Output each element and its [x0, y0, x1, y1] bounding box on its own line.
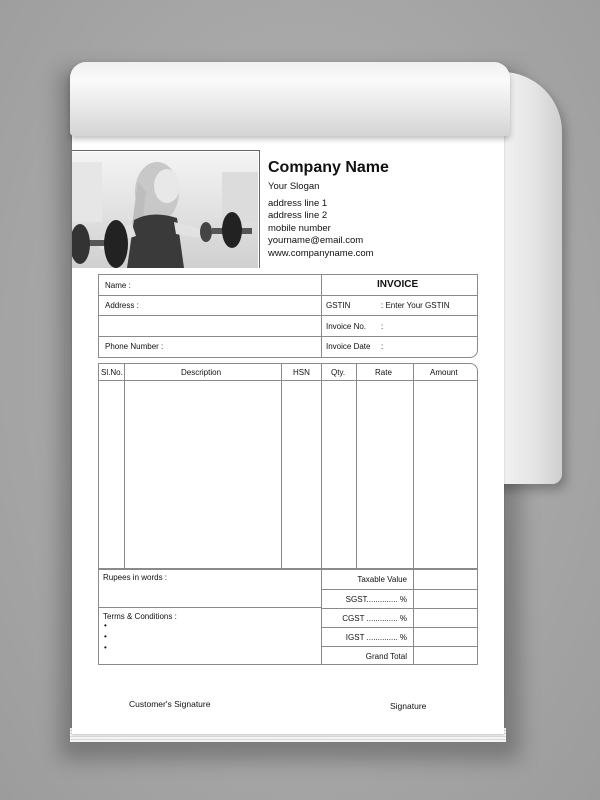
company-email: yourname@email.com — [268, 235, 364, 246]
col-hsn: HSN — [293, 368, 310, 377]
invoice-sheet — [72, 128, 504, 734]
company-mobile: mobile number — [268, 222, 331, 234]
cgst-label: CGST .............. % — [342, 614, 407, 623]
grand-total-label: Grand Total — [365, 652, 407, 661]
address-label: Address : — [105, 301, 139, 310]
signature-label: Signature — [390, 701, 427, 711]
company-website: www.companyname.com — [268, 247, 374, 259]
invoice-date-label: Invoice Date — [326, 342, 371, 351]
photo-frame-top — [72, 150, 260, 151]
company-name: Company Name — [268, 159, 389, 176]
summary-box — [98, 569, 478, 665]
col-description: Description — [181, 368, 222, 377]
terms-bullet-2: • — [104, 632, 107, 641]
invoice-no-value: : — [381, 322, 384, 331]
col-sl-no: Sl.No. — [101, 368, 123, 377]
photo-frame-right — [259, 150, 260, 268]
taxable-value-label: Taxable Value — [357, 575, 407, 584]
invoice-date-value: : — [381, 342, 384, 351]
fitness-photo — [72, 152, 258, 268]
company-address-2: address line 2 — [268, 210, 328, 221]
company-address-1: address line 1 — [268, 197, 328, 209]
invoice-header-box — [98, 274, 478, 358]
company-info — [268, 158, 498, 261]
items-table — [98, 363, 478, 569]
col-rate: Rate — [375, 368, 392, 377]
invoice-no-label: Invoice No. — [326, 322, 367, 331]
invoice-title: INVOICE — [377, 279, 419, 290]
terms-bullet-1: • — [104, 621, 107, 630]
sgst-label: SGST.............. % — [345, 595, 407, 604]
igst-label: IGST .............. % — [345, 633, 407, 642]
rupees-in-words-label: Rupees in words : — [103, 573, 168, 582]
col-qty: Qty. — [331, 368, 346, 377]
terms-label: Terms & Conditions : — [103, 612, 177, 621]
pad-binding — [70, 62, 510, 136]
terms-bullet-3: • — [104, 643, 107, 652]
name-label: Name : — [105, 281, 131, 290]
company-slogan: Your Slogan — [268, 181, 320, 192]
woman-lifting-dumbbells-image — [72, 152, 258, 268]
gstin-value: : Enter Your GSTIN — [381, 301, 450, 310]
phone-number-label: Phone Number : — [105, 342, 164, 351]
customer-signature-label: Customer's Signature — [129, 699, 211, 709]
col-amount: Amount — [430, 368, 458, 377]
gstin-label: GSTIN — [326, 301, 351, 310]
